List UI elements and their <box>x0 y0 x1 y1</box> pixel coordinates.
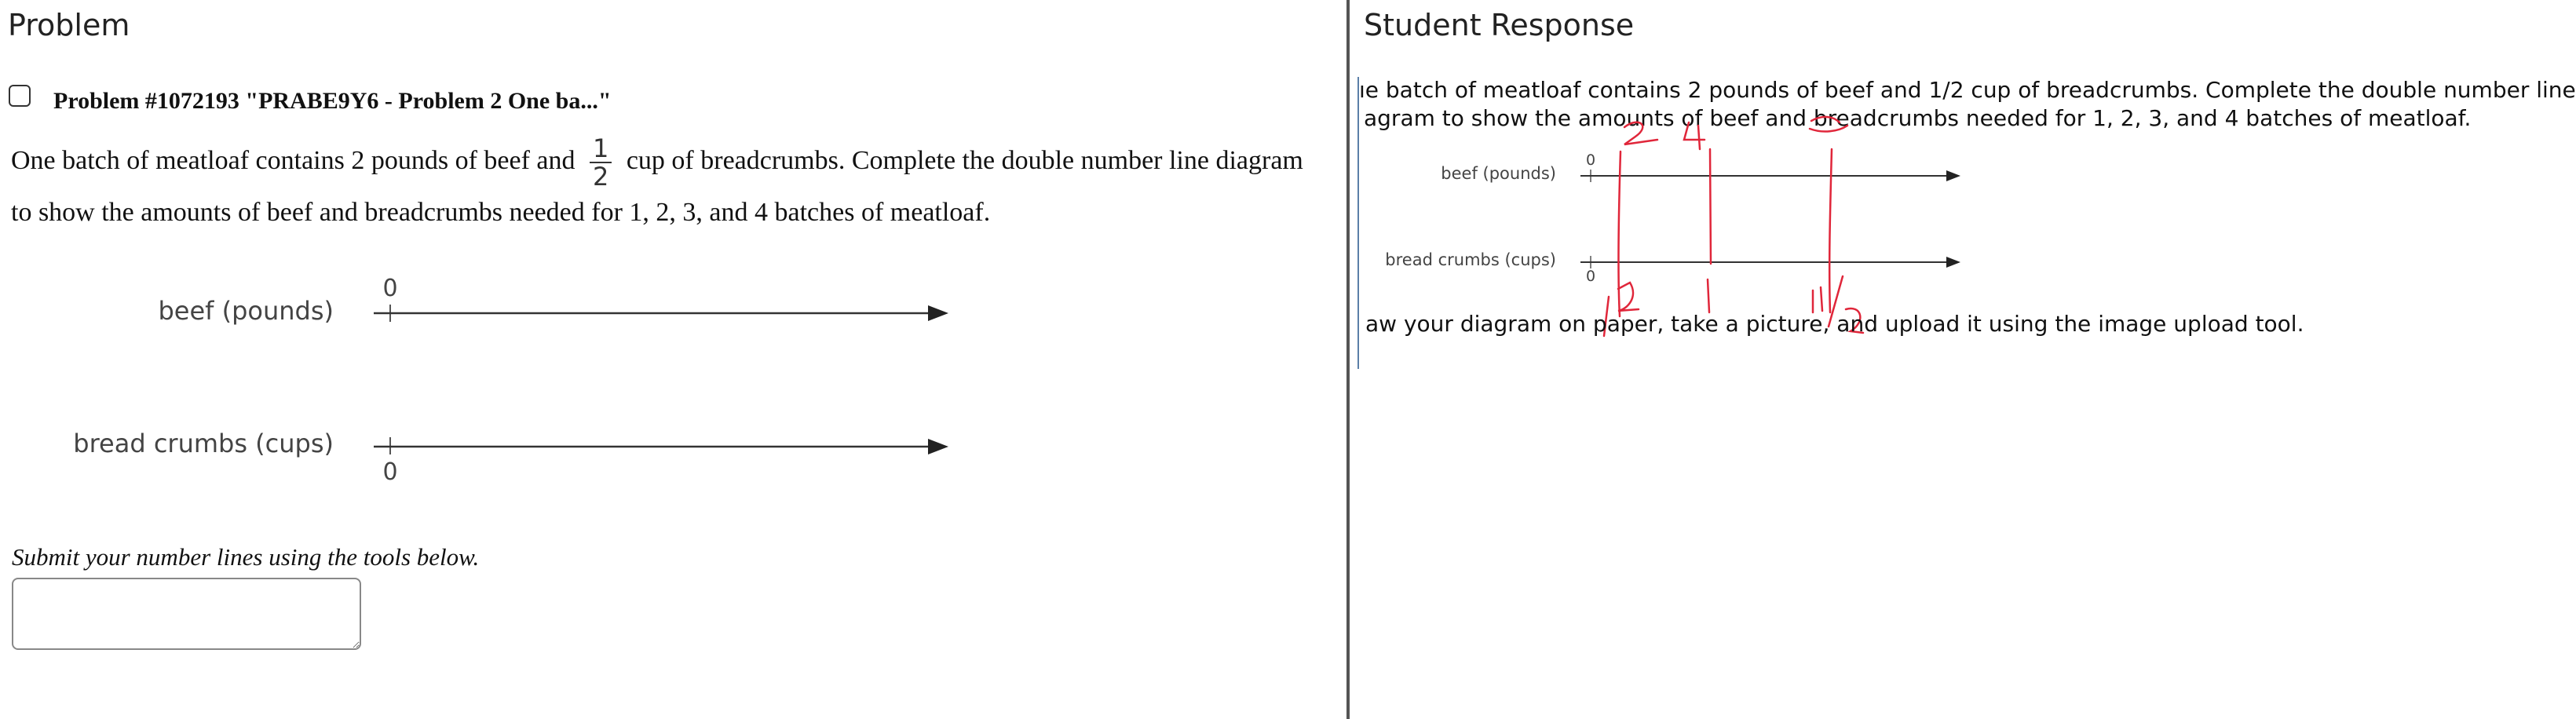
beef-zero-tick-label: 0 <box>382 275 398 302</box>
breadcrumbs-zero-tick-label: 0 <box>382 458 398 486</box>
handwritten-line-3 <box>1829 149 1832 312</box>
beef-axis-label: beef (pounds) <box>158 296 334 326</box>
problem-text-part2: cup of breadcrumbs. Complete the double number line diagram to show the amounts of beef and breadcrumbs needed for 1, 2, 3, and 4 batches of meatloaf. <box>11 145 1303 227</box>
fraction-one-half <box>590 135 612 190</box>
beef-line-arrowhead <box>928 305 948 321</box>
handwritten-label-1 <box>1708 279 1709 312</box>
fraction-numerator: 1 <box>592 133 609 163</box>
answer-textarea[interactable] <box>12 578 361 650</box>
handwritten-label-6 <box>1810 117 1847 132</box>
submit-instructions: Submit your number lines using the tools below. <box>12 543 480 571</box>
student-response-image <box>1357 77 2576 369</box>
response-beef-arrowhead <box>1946 170 1960 181</box>
breadcrumbs-axis-label: bread crumbs (cups) <box>73 429 334 458</box>
breadcrumbs-line-arrowhead <box>928 439 948 454</box>
handwritten-annotations <box>1604 117 1863 336</box>
response-text-line-2: agram to show the amounts of beef and breadcrumbs needed for 1, 2, 3, and 4 batches of meatloaf. <box>1364 105 2472 131</box>
handwritten-label-2 <box>1624 122 1657 144</box>
handwritten-label-4 <box>1684 122 1705 149</box>
problem-title: Problem #1072193 "PRABE9Y6 - Problem 2 One ba..." <box>53 88 612 114</box>
problem-heading: Problem <box>8 8 130 42</box>
fraction-denominator: 2 <box>590 162 612 190</box>
response-breadcrumbs-arrowhead <box>1946 257 1960 268</box>
response-breadcrumbs-zero-label: 0 <box>1585 268 1596 285</box>
response-text-line-3: aw your diagram on paper, take a picture, and upload it using the image upload tool. <box>1365 311 2304 337</box>
student-response-heading: Student Response <box>1364 8 1635 42</box>
response-beef-zero-label: 0 <box>1585 151 1596 169</box>
problem-checkbox[interactable] <box>9 85 31 107</box>
handwritten-line-2 <box>1710 149 1711 264</box>
double-number-line-diagram <box>0 259 974 495</box>
handwritten-line-1 <box>1618 151 1621 316</box>
student-response-pane <box>1350 0 2576 719</box>
response-text-line-1: ıe batch of meatloaf contains 2 pounds of beef and 1/2 cup of breadcrumbs. Complete the double number line <box>1359 77 2576 103</box>
problem-statement <box>11 135 1322 235</box>
response-breadcrumbs-label: bread crumbs (cups) <box>1385 250 1556 269</box>
response-beef-label: beef (pounds) <box>1441 164 1556 183</box>
problem-text-part1: One batch of meatloaf contains 2 pounds of beef and <box>11 145 575 175</box>
